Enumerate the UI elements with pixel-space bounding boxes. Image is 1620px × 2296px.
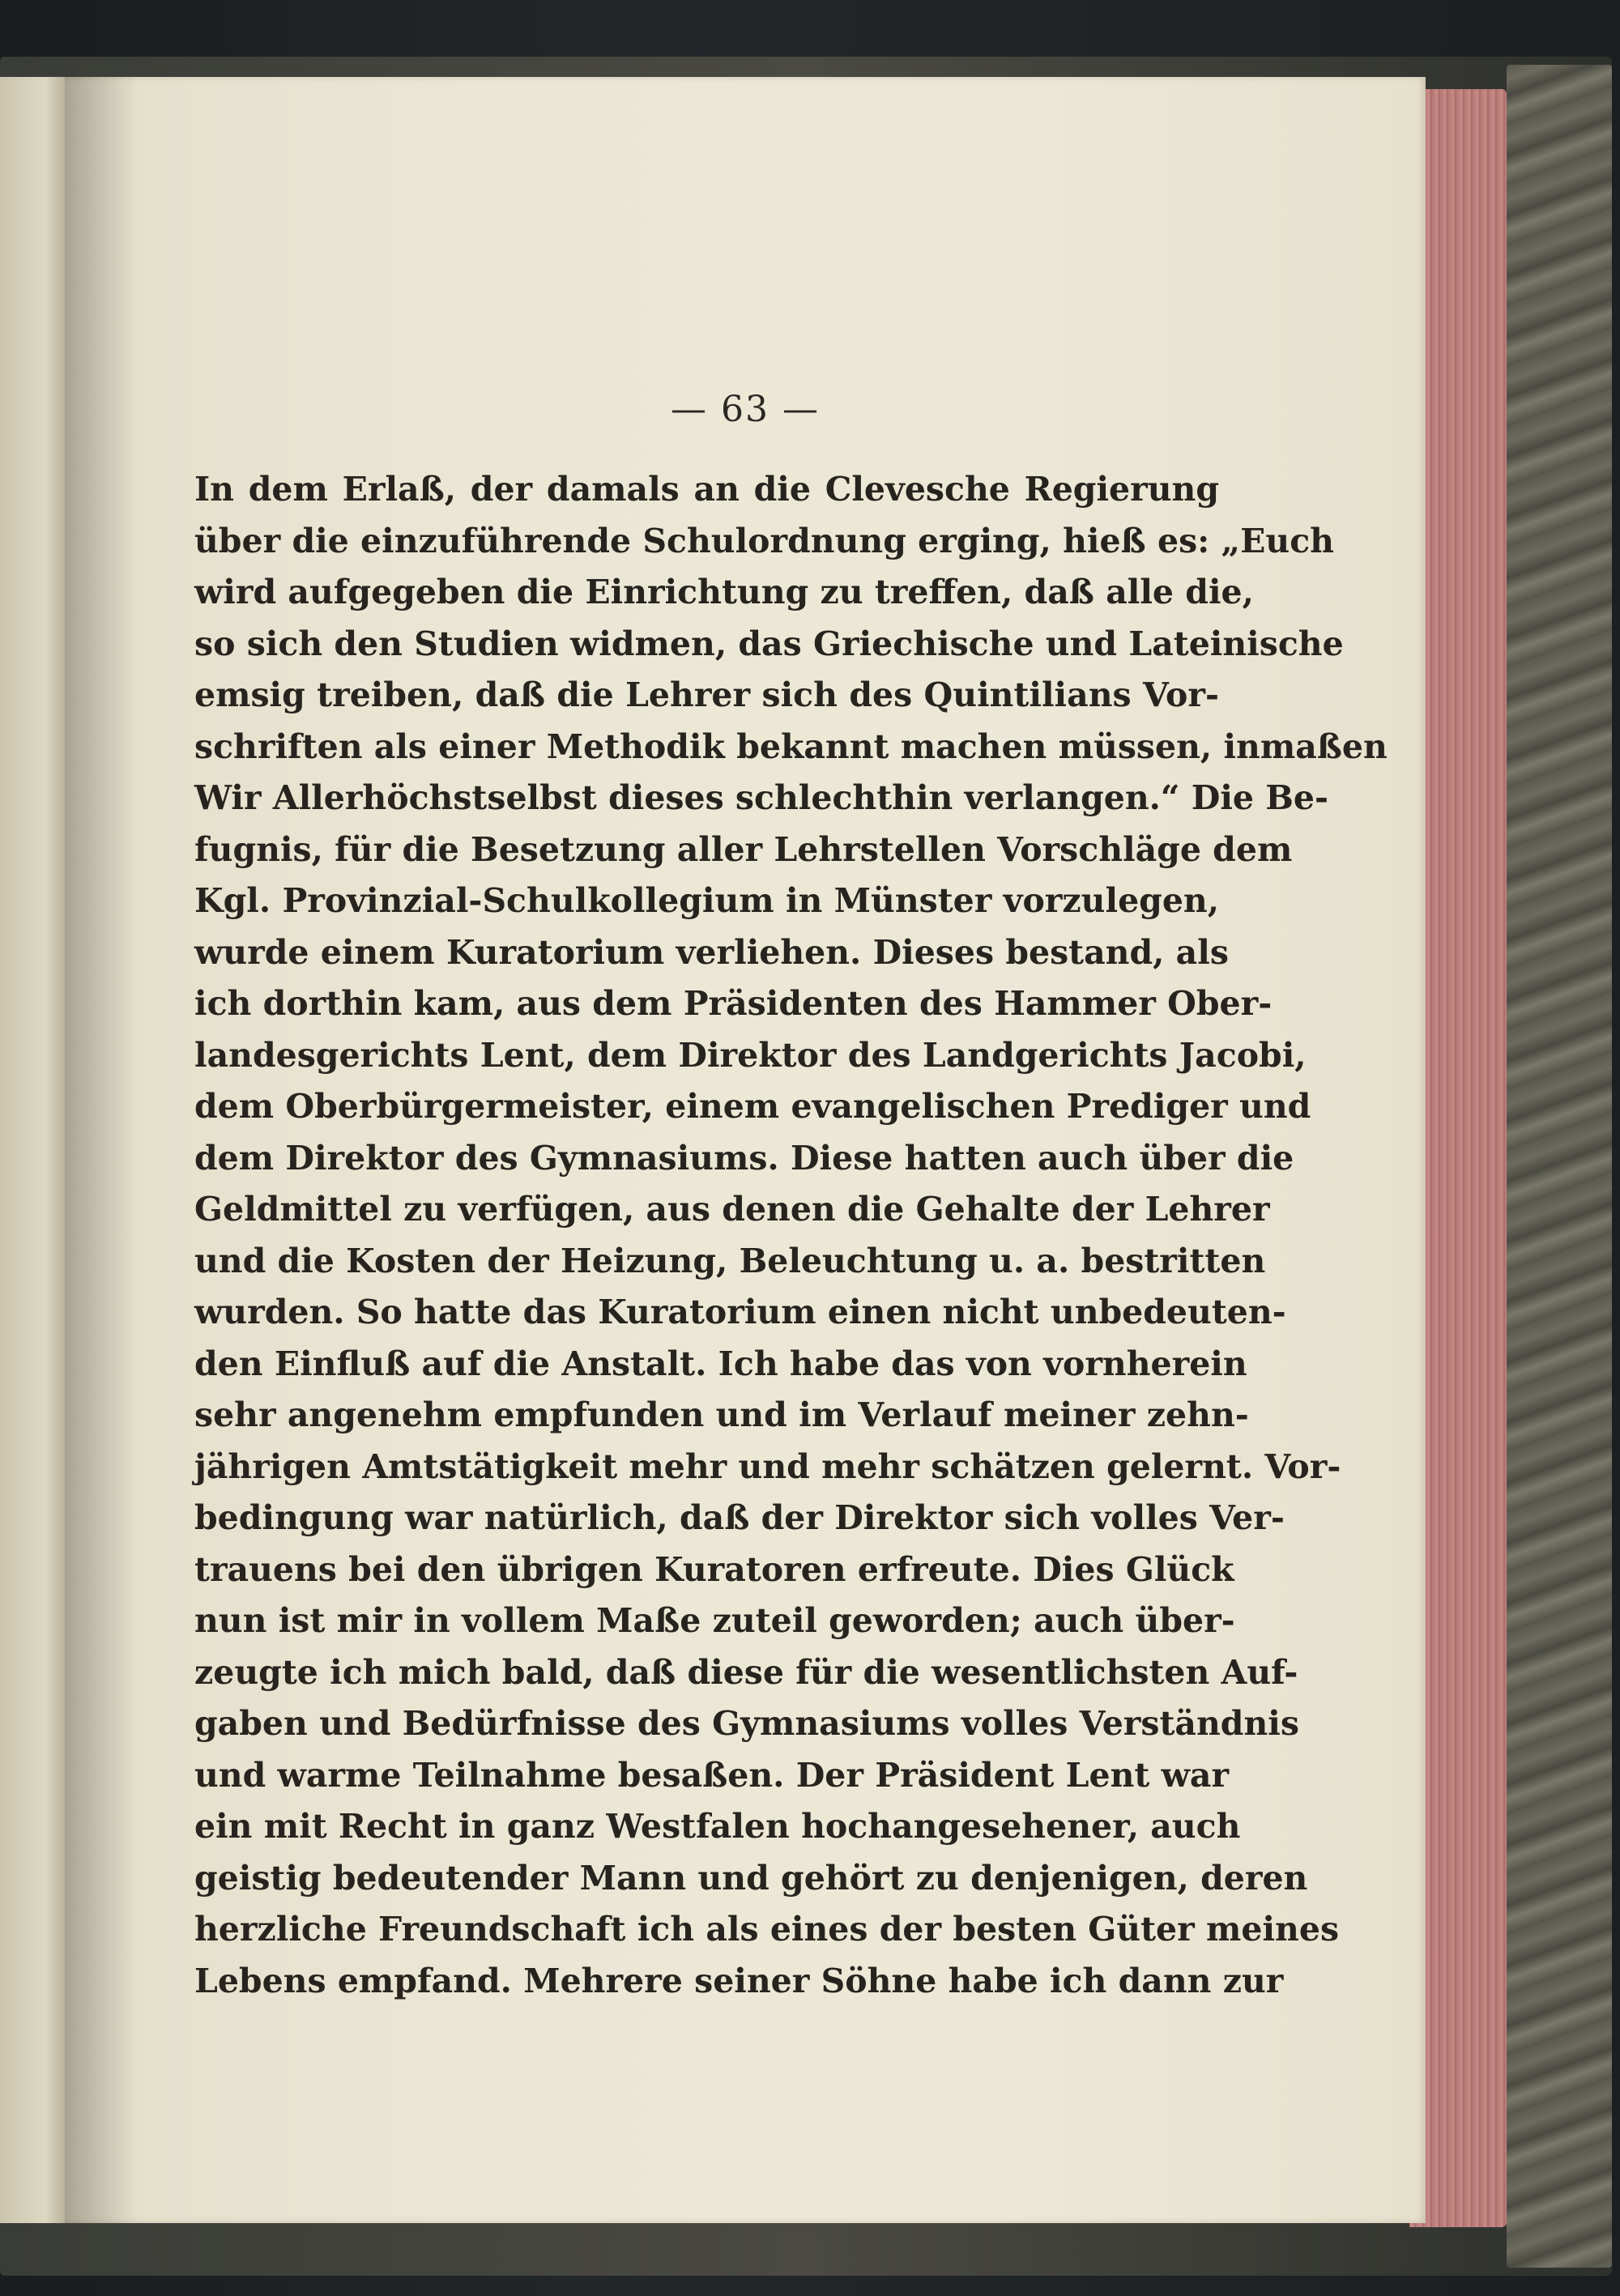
page-number: — 63 —	[671, 389, 820, 430]
text-line: über die einzuführende Schulordnung erging, hieß es: „Euch	[194, 521, 1334, 560]
gutter-shadow	[65, 77, 138, 2223]
text-line: gaben und Bedürfnisse des Gymnasiums volles Verständnis	[194, 1704, 1299, 1743]
text-line: bedingung war natürlich, daß der Direktor sich volles Ver-	[194, 1498, 1285, 1537]
text-line: dem Direktor des Gymnasiums. Diese hatten auch über die	[194, 1138, 1294, 1178]
text-line: landesgerichts Lent, dem Direktor des Landgerichts Jacobi,	[194, 1035, 1307, 1075]
left-page-edge	[0, 77, 65, 2223]
text-line: emsig treiben, daß die Lehrer sich des Quintilians Vor-	[194, 675, 1219, 714]
text-line: den Einfluß auf die Anstalt. Ich habe das von vornherein	[194, 1344, 1247, 1383]
text-line: Wir Allerhöchstselbst dieses schlechthin verlangen.“ Die Be-	[194, 778, 1329, 817]
text-line: ich dorthin kam, aus dem Präsidenten des Hammer Ober-	[194, 984, 1273, 1023]
text-line: Lebens empfand. Mehrere seiner Söhne habe ich dann zur	[194, 1961, 1284, 2000]
text-line: sehr angenehm empfunden und im Verlauf meiner zehn-	[194, 1395, 1249, 1434]
book-page	[65, 77, 1426, 2223]
text-line: trauens bei den übrigen Kuratoren erfreute. Dies Glück	[194, 1549, 1234, 1589]
text-line: wurden. So hatte das Kuratorium einen nicht unbedeuten-	[194, 1293, 1286, 1331]
text-line: und warme Teilnahme besaßen. Der Präsident Lent war	[194, 1755, 1230, 1795]
text-line: geistig bedeutender Mann und gehört zu denjenigen, deren	[194, 1858, 1308, 1898]
text-line: jährigen Amtstätigkeit mehr und mehr schätzen gelernt. Vor-	[194, 1446, 1341, 1486]
text-line: Kgl. Provinzial-Schulkollegium in Münster vorzulegen,	[194, 881, 1219, 920]
text-line: zeugte ich mich bald, daß diese für die wesentlichsten Auf-	[194, 1652, 1298, 1692]
text-line: so sich den Studien widmen, das Griechische und Lateinische	[194, 624, 1344, 663]
text-line: ein mit Recht in ganz Westfalen hochangesehener, auch	[194, 1807, 1241, 1846]
text-line: dem Oberbürgermeister, einem evangelischen Prediger und	[194, 1087, 1311, 1126]
body-text	[194, 464, 1388, 2007]
text-line: wurde einem Kuratorium verliehen. Dieses bestand, als	[194, 932, 1229, 972]
text-line: herzliche Freundschaft ich als eines der besten Güter meines	[194, 1910, 1340, 1949]
text-line: schriften als einer Methodik bekannt machen müssen, inmaßen	[194, 726, 1388, 766]
marbled-cover-edge	[1507, 65, 1612, 2268]
text-line: fugnis, für die Besetzung aller Lehrstellen Vorschläge dem	[194, 829, 1293, 869]
text-line: In dem Erlaß, der damals an die Clevesche Regierung	[194, 470, 1219, 509]
text-line: Geldmittel zu verfügen, aus denen die Gehalte der Lehrer	[194, 1190, 1270, 1229]
text-line: wird aufgegeben die Einrichtung zu treffen, daß alle die,	[194, 573, 1254, 611]
text-line: und die Kosten der Heizung, Beleuchtung u. a. bestritten	[194, 1241, 1266, 1280]
text-line: nun ist mir in vollem Maße zuteil geworden; auch über-	[194, 1601, 1235, 1640]
